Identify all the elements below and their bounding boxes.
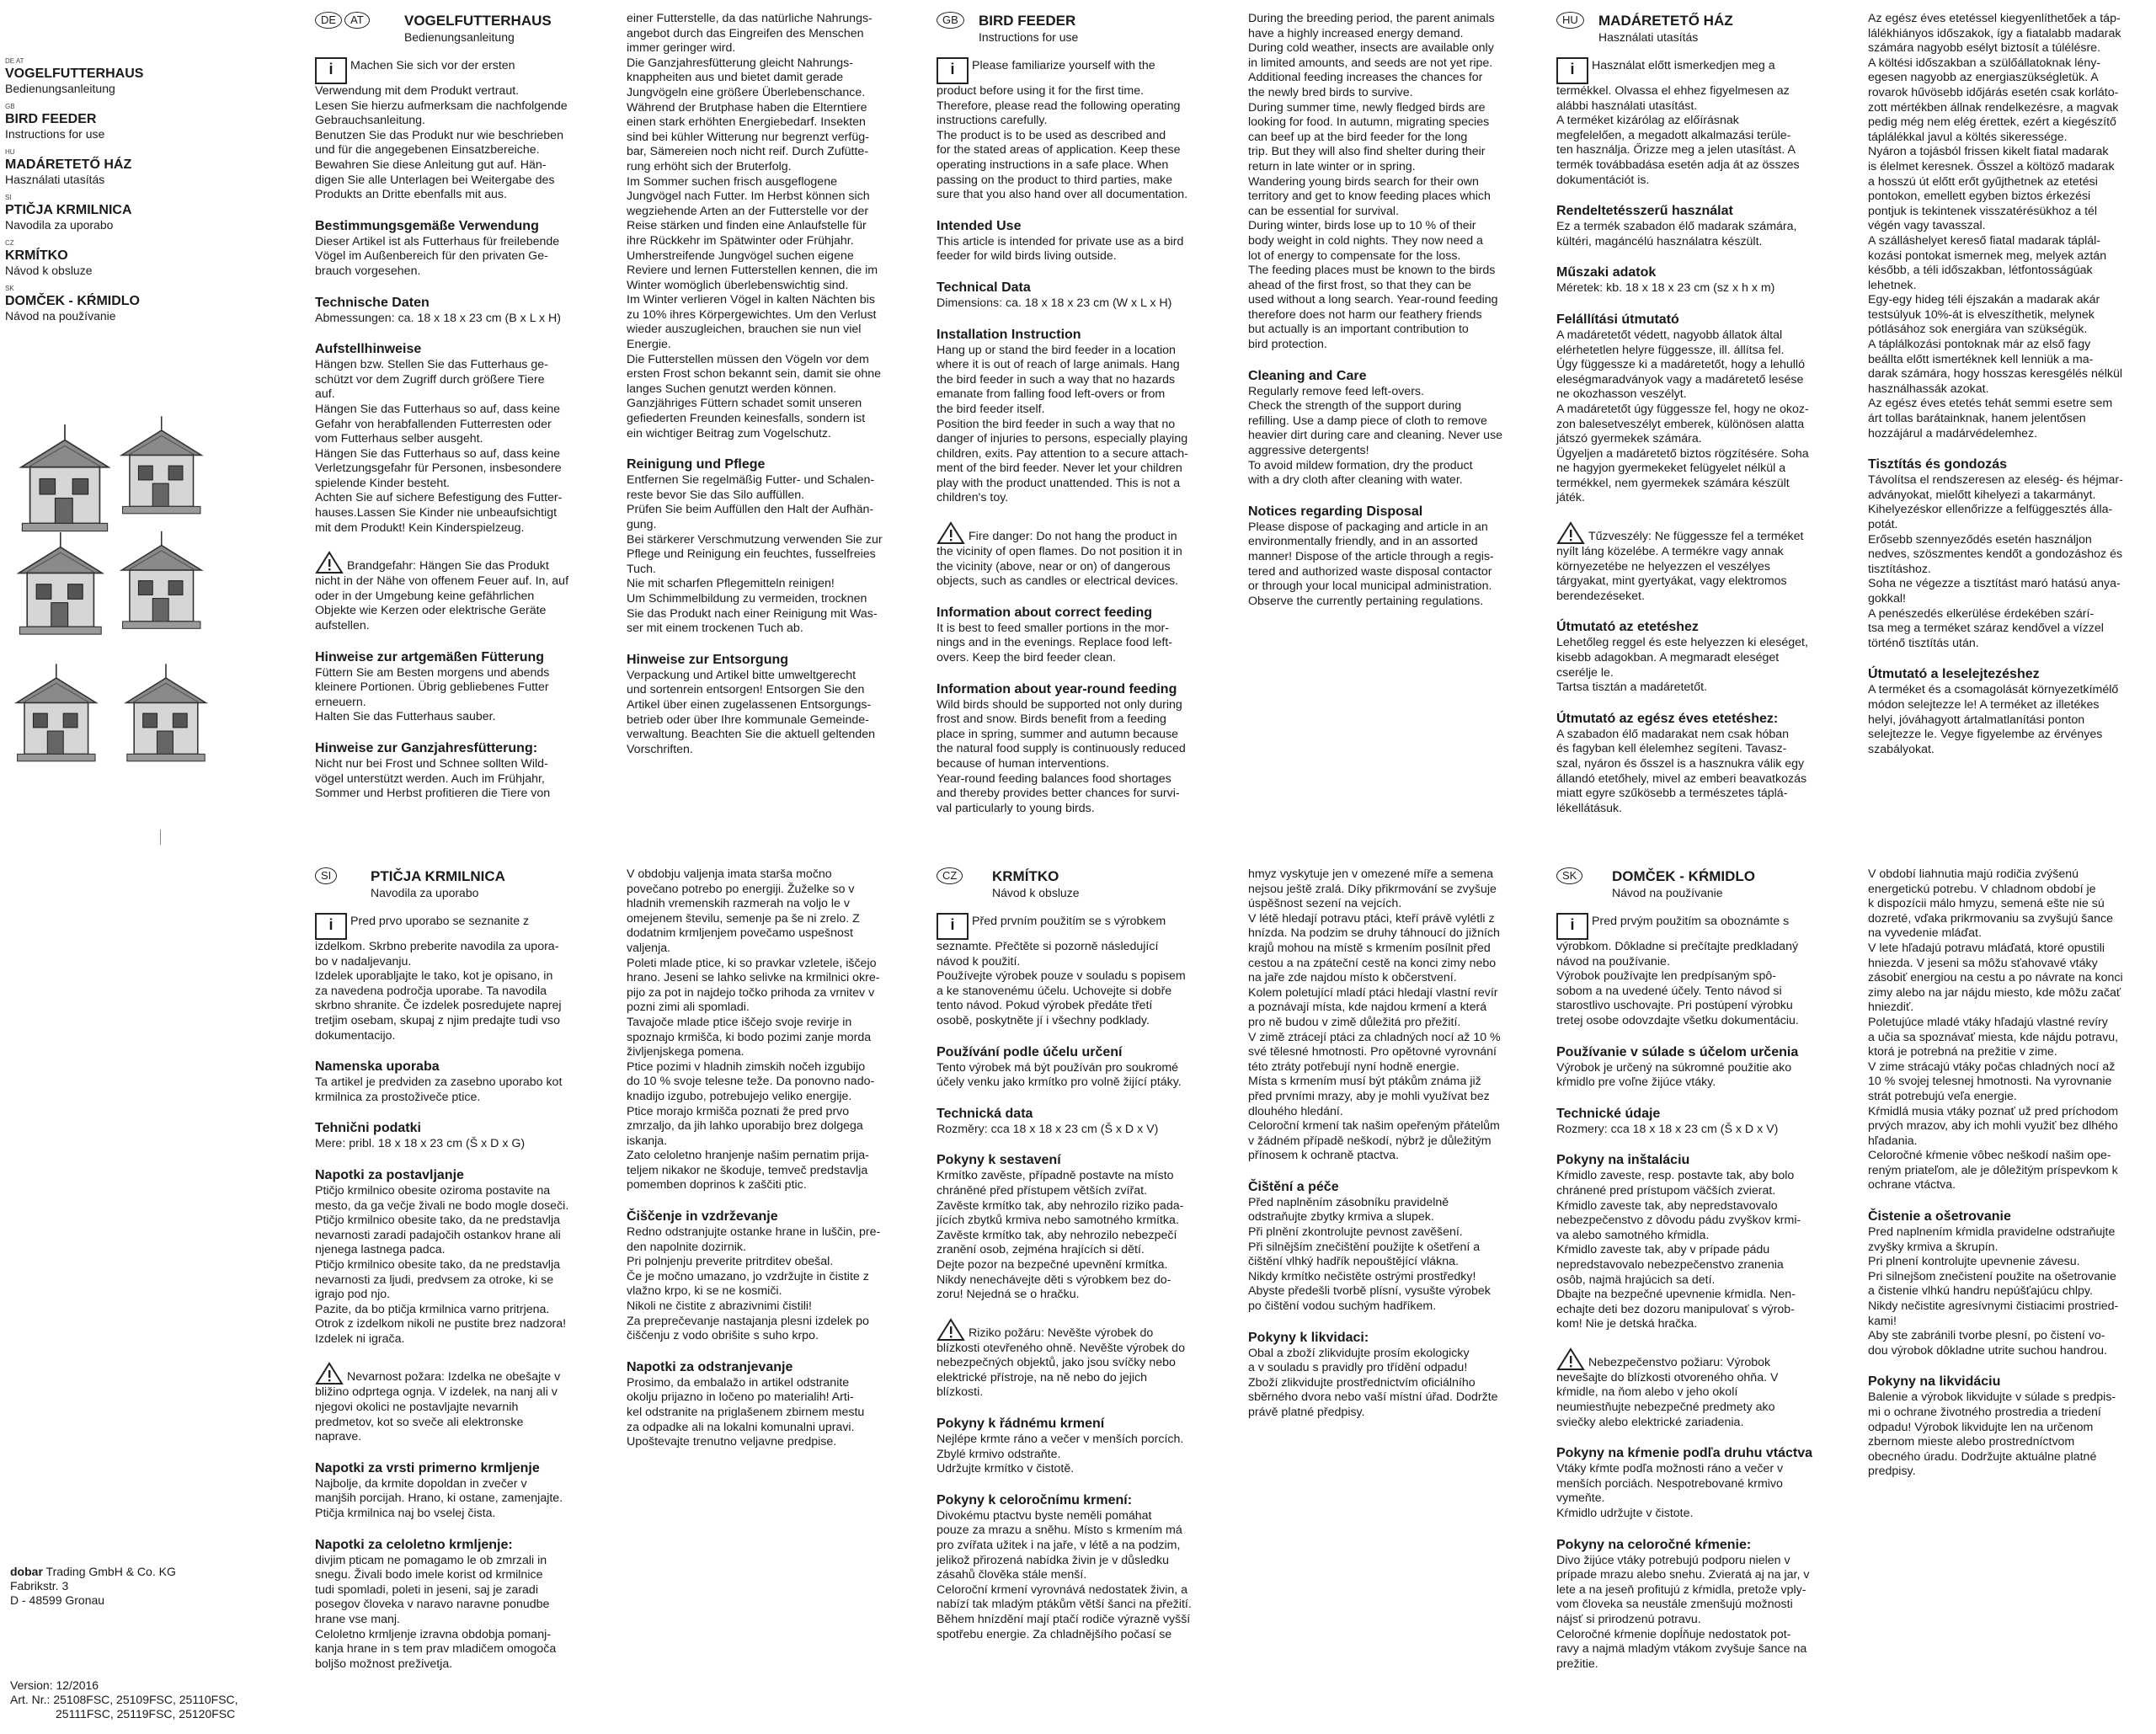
lang-badge-gb: GB <box>937 12 964 29</box>
text-use: Tento výrobek má být používán pro soukromé účely venku jako krmítko pro volně žijící ptáky. <box>937 1060 1182 1090</box>
lang-badge-cz: CZ <box>937 867 963 884</box>
product-images <box>7 411 234 832</box>
intro-text: Pred prvo uporabo se seznanite z izdelkom. Skrbno preberite navodila za upora- bo v nadaljevanju. Izdelek uporabljajte le tako, kot je opisano, in za navedena področja uporabe. Ta navodila skrbno shranite. Če izdelek posredujete naprej tretjim osebam, skupaj z njim predajte tudi vso dokumentacijo. <box>315 915 562 1043</box>
lang-badge-hu: HU <box>1556 12 1584 29</box>
text-use: This article is intended for private use as a bird feeder for wild birds living outside. <box>937 234 1184 264</box>
intro-block <box>1556 57 1834 188</box>
heading-yearround: Napotki za celoletno krmljenje: <box>315 1537 513 1552</box>
info-book-icon: i <box>315 913 347 940</box>
cover-title: BIRD FEEDER <box>5 112 97 126</box>
company-rest: Trading GmbH & Co. KG <box>45 1565 176 1578</box>
address-street: Fabrikstr. 3 <box>10 1579 69 1593</box>
heading-yearround: Information about year-round feeding <box>937 681 1177 696</box>
heading-clean: Cleaning and Care <box>1248 368 1367 383</box>
heading-clean: Čistenie a ošetrovanie <box>1868 1209 2011 1224</box>
text-yearround-cont: V obdobju valjenja imata starša močno povečano potrebo po energiji. Žuželke so v hladnih vremenskih razmerah na voljo le v omejenem številu, semenje pa še ni zrelo. Z dodatnim krmljenjem povečamo uspešnost valjenja. Poleti mlade ptice, ki so pravkar vzletele, iščejo hrano. Jeseni se lahko selivke na krmilnici okre- pijo za pot in najdejo točko prihoda za vrnitev v pozni zimi ali spomladi. Tavajoče mlade ptice iščejo svoje revirje in spoznajo krmišča, ki bodo pozimi zanje morda življenjskega pomena. Ptice pozimi v hladnih zimskih nočeh izgubijo do 10 % svoje telesne teže. Da ponovno nado- knadijo izgubo, potrebujejo veliko energije. Ptice morajo krmišča poznati že pred prvo zmrzaljo, da jih lahko uporabijo brez dolgega iskanja. Zato celoletno hranjenje našim pernatim prija- teljem nikakor ne škoduje, temveč predstavlja pomemben doprinos k zaščiti ptic. <box>627 867 880 1192</box>
text-clean: Entfernen Sie regelmäßig Futter- und Schalen- reste bevor Sie das Silo auffüllen. Prüfen Sie beim Auffüllen den Halt der Aufhän- gung. Bei stärkerer Verschmutzung verwenden Sie zur Pflege und Reinigung ein feuchtes, fusselfreies Tuch. Nie mit scharfen Pflegemitteln reinigen! Um Schimmelbildung zu vermeiden, trocknen Sie das Produkt nach einer Reinigung mit Was- ser mit einem trockenen Tuch ab. <box>627 473 883 636</box>
sk-column-1 <box>1556 867 1834 1726</box>
gb-column-2 <box>1248 12 1526 841</box>
art-nr-line-1: Art. Nr.: 25108FSC, 25109FSC, 25110FSC, <box>10 1693 238 1706</box>
heading-disposal: Pokyny k likvidaci: <box>1248 1330 1369 1345</box>
info-book-icon: i <box>937 57 969 84</box>
intro-text: Pred prvým použitím sa oboznámte s výrobkom. Dôkladne si prečítajte predkladaný návod na používanie. Výrobok používajte len predpísaným spô- sobom a na uvedené účely. Tento návod si starostlivo uschovajte. Pri postúpení výrobku tretej osobe odovzdajte všetku dokumentáciu. <box>1556 915 1799 1027</box>
fire-warning <box>315 1362 593 1444</box>
heading-use: Bestimmungsgemäße Verwendung <box>315 218 539 233</box>
lang-badge-sk: SK <box>1556 867 1582 884</box>
text-use: Výrobok je určený na súkromné použitie ako kŕmidlo pre voľne žijúce vtáky. <box>1556 1060 1792 1090</box>
fire-warning <box>315 551 593 633</box>
text-disposal: Obal a zboží zlikvidujte prosím ekologicky a v souladu s pravidly pro třídění odpadu! Zboží zlikvidujte prostřednictvím oficiálního sběrného dvora nebo vaší místní úřad. Dodržte právě platné předpisy. <box>1248 1346 1498 1419</box>
version-info <box>10 1678 263 1721</box>
heading-yearround: Hinweise zur Ganzjahresfütterung: <box>315 741 538 755</box>
cover-flags: GB <box>5 103 15 110</box>
art-nr-line-2: 25111FSC, 25119FSC, 25120FSC <box>56 1707 236 1721</box>
gb-header-text <box>979 12 1078 45</box>
sk-header <box>1556 867 1834 913</box>
heading-feed: Pokyny k řádnému krmení <box>937 1417 1105 1432</box>
text-use: Dieser Artikel ist als Futterhaus für freilebende Vögel im Außenbereich für den privaten Ge- brauch vorgesehen. <box>315 234 560 278</box>
company-address <box>10 1565 263 1608</box>
heading-tech: Tehnični podatki <box>315 1121 421 1136</box>
fire-text: Brandgefahr: Hängen Sie das Produkt nicht in der Nähe von offenem Feuer auf. In, auf oder in der Umgebung keine gefährlichen Objekte wie Kerzen oder elektrische Geräte aufstellen. <box>315 559 569 633</box>
text-install: Ptičjo krmilnico obesite oziroma postavite na mesto, da ga večje živali ne bodo mogle doseči. Ptičjo krmilnico obesite tako, da ne predstavlja nevarnosti zaradi padajočih ostankov hrane ali njenega lastnega padca. Ptičjo krmilnico obesite tako, da ne predstavlja nevarnosti za ljudi, predvsem za otroke, ki se igrajo pod njo. Pazite, da bo ptičja krmilnica varno pritrjena. Otrok z izdelkom nikoli ne pustite brez nadzora! Izdelek ni igrača. <box>315 1183 569 1346</box>
cover-title: DOMČEK - KŔMIDLO <box>5 294 140 308</box>
heading-use: Rendeltetésszerű használat <box>1556 204 1733 219</box>
text-tech: Méretek: kb. 18 x 18 x 23 cm (sz x h x m) <box>1556 281 1775 296</box>
cover-subtitle: Instructions for use <box>5 127 105 141</box>
text-yearround-cont: Az egész éves etetéssel kiegyenlíthetőek a táp- lálékhiányos időszakok, így a fiatalabb madarak számára nagyobb esélyt biztosít a túlélésre. A költési időszakban a szülőállatoknak lény- egesen nagyobb az energiaszükségletük. A rovarok hűvösebb időjárás esetén csak korláto- zott mértékben állnak rendelkezésre, a magvak pedig még nem elég érettek, ezért a kiegészítő táplálékkal javul a költés sikeressége. Nyáron a tojásból frissen kikelt fiatal madarak is élelmet keresnek. Ősszel a költöző madarak a hosszú út előtt erőt gyűjthetnek az etetési pontokon, emellett egyben biztos érkezési pontjuk is tekintenek visszatérésükhoz a tél végén vagy tavasszal. A szálláshelyet kereső fiatal madarak táplál- kozási pontokat ismernek meg, melyek aztán később, a téli időszakban, létfontosságúak lehetnek. Egy-egy hideg téli éjszakán a madarak akár testsúlyuk 10%-át is elveszíthetik, melynek pótlásához sok energiára van szükségük. A táplálkozási pontoknak már az első fagy beállta előtt ismertéknek kell lenniük a ma- darak számára, hogy hosszas keresgélés nélkül használhassák azokat. Az egész éves etetés tehát semmi esetre sem árt tollas barátainknak, hanem jelentősen hozzájárul a madárvédelemhez. <box>1868 12 2123 440</box>
lang-badge-at: AT <box>344 12 370 29</box>
text-clean: Távolítsa el rendszeresen az eleség- és héjmar- adványokat, mielőtt kihelyezi a takarmányt. Kihelyezéskor ellenőrizze a felfüggesztés álla- potát. Erősebb szennyeződés esetén használjon nedves, szöszmentes kendőt a gondozáshoz és tisztításhoz. Soha ne végezze a tisztítást maró hatású anya- gokkal! A penészedés elkerülése érdekében szárí- tsa meg a terméket száraz kendővel a vízzel történő tisztítás után. <box>1868 473 2123 650</box>
warning-triangle-icon <box>315 551 344 574</box>
text-yearround-cont: V období liahnutia majú rodičia zvýšenú energetickú potrebu. V chladnom období je k dispozícii málo hmyzu, semená ešte nie sú dozreté, vďaka prikrmovaniu sa zvyšujú šance na vyvedenie mláďat. V lete hľadajú potravu mláďatá, ktoré opustili hniezda. V jeseni sa môžu sťahovavé vtáky zásobiť energiou na cestu a po návrate na konci zimy alebo na jar nájdu miesto, kde môžu začať hniezdiť. Poletujúce mladé vtáky hľadajú vlastné revíry a učia sa spoznávať miesta, kde nájdu potravu, ktorá je potrebná na prežitie v zime. V zime strácajú vtáky počas chladných nocí až 10 % svojej telesnej hmotnosti. Na vyrovnanie strát potrebujú veľa energie. Kŕmidlá musia vtáky poznať už pred príchodom prvých mrazov, aby ich mohli využiť bez dlhého hľadania. Celoročné kŕmenie vôbec neškodí našim ope- reným priateľom, ale je dôležitým príspevkom k ochrane vtáctva. <box>1868 867 2123 1192</box>
intro-block <box>315 913 593 1043</box>
heading-feed: Útmutató az etetéshez <box>1556 620 1699 635</box>
heading-disposal: Napotki za odstranjevanje <box>627 1359 793 1374</box>
heading-feed: Hinweise zur artgemäßen Fütterung <box>315 649 545 664</box>
heading-yearround: Pokyny k celoročnímu krmení: <box>937 1492 1133 1507</box>
heading-disposal: Pokyny na likvidáciu <box>1868 1374 2001 1390</box>
de-column-1 <box>315 12 593 841</box>
cover-subtitle: Bedienungsanleitung <box>5 82 115 95</box>
heading-tech: Technická data <box>937 1106 1033 1121</box>
fire-warning <box>1556 521 1834 604</box>
heading-feed: Pokyny na kŕmenie podľa druhu vtáctva <box>1556 1446 1813 1461</box>
warning-triangle-icon <box>937 521 965 545</box>
cover-entry-de <box>5 57 165 96</box>
heading-feed: Information about correct feeding <box>937 605 1153 620</box>
si-header-text <box>371 867 505 900</box>
text-clean: Regularly remove feed left-overs. Check the strength of the support during refilling. Use a damp piece of cloth to remove heavier dirt during care and cleaning. Never use aggressive detergents! To avoid mildew formation, dry the product with a dry cloth after cleaning with water. <box>1248 384 1503 488</box>
cover-flags: SK <box>5 285 14 292</box>
heading-disposal: Notices regarding Disposal <box>1248 504 1423 519</box>
lang-badge-de: DE <box>315 12 342 29</box>
heading-tech: Technické údaje <box>1556 1106 1661 1121</box>
section-title: VOGELFUTTERHAUS <box>404 13 552 29</box>
cz-header <box>937 867 1214 913</box>
text-feed: Nejlépe krmte ráno a večer v menších porcích. Zbylé krmivo odstraňte. Udržujte krmítko v čistotě. <box>937 1433 1184 1476</box>
section-title: BIRD FEEDER <box>979 13 1076 29</box>
heading-install: Installation Instruction <box>937 327 1081 342</box>
si-header <box>315 867 593 913</box>
cz-column-1 <box>937 867 1214 1726</box>
heading-clean: Čištění a péče <box>1248 1179 1339 1194</box>
text-feed: Najbolje, da krmite dopoldan in zvečer v manjših porcijah. Hrano, ki ostane, zamenjajte. Ptičja krmilnica naj bo vselej čista. <box>315 1476 563 1521</box>
lang-badge-si: SI <box>315 867 337 884</box>
fire-text: Nevarnost požara: Izdelka ne obešajte v bližino odprtega ognja. V izdelek, na nanj ali v njegovi okolici ne postavljajte nevarnih predmetov, kot so sveče ali elektronske naprave. <box>315 1370 561 1444</box>
cover-entry-sk <box>5 285 165 323</box>
cover-flags: DE AT <box>5 57 24 65</box>
heading-yearround: Pokyny na celoročné kŕmenie: <box>1556 1537 1752 1552</box>
address-city: D - 48599 Gronau <box>10 1593 105 1607</box>
heading-clean: Reinigung und Pflege <box>627 457 766 472</box>
heading-use: Namenska uporaba <box>315 1059 440 1075</box>
text-yearround-cont: einer Futterstelle, da das natürliche Nahrungs- angebot durch das Eingreifen des Menschen immer geringer wird. Die Ganzjahresfütterung gleicht Nahrungs- knappheiten aus und bietet damit gerade Jungvögeln eine größere Überlebenschance. Während der Brutphase haben die Elterntiere einen stark erhöhten Energiebedarf. Insekten sind bei kühler Witterung nur begrenzt verfüg- bar, Sämereien noch nicht reif. Durch Zufütte- rung erhöht sich der Bruterfolg. Im Sommer suchen frisch ausgeflogene Jungvögel nach Futter. Im Herbst können sich wegziehende Arten an der Futterstelle vor der Reise stärken und finden eine Anlaufstelle für ihre Rückkehr im Spätwinter oder Frühjahr. Umherstreifende Jungvögel suchen eigene Reviere und lernen Futterstellen kennen, die im Winter womöglich überlebenswichtig sind. Im Winter verlieren Vögel in kalten Nächten bis zu 10% ihres Körpergewichtes. Um den Verlust wieder auszugleichen, brauchen sie nun viel Energie. Die Futterstellen müssen den Vögeln vor dem ersten Frost schon bekannt sein, damit sie ohne langes Suchen genutzt werden können. Ganzjähriges Füttern schadet somit unseren gefiederten Freunden keinesfalls, sondern ist ein wichtiger Beitrag zum Vogelschutz. <box>627 12 882 440</box>
text-tech: Rozmery: cca 18 x 18 x 23 cm (Š x D x V) <box>1556 1122 1779 1136</box>
cover-entry-si <box>5 194 165 232</box>
hu-header-text <box>1598 12 1733 45</box>
intro-text: Használat előtt ismerkedjen meg a termékkel. Olvassa el ehhez figyelmesen az alábbi használati utasítást. A terméket kizárólag az előírásnak megfelelően, a megadott alkalmazási terüle- ten használja. Őrizze meg a jelen utasítást. A termék továbbadása esetén adja át az összes dokumentációt is. <box>1556 59 1800 187</box>
info-book-icon: i <box>1556 57 1588 84</box>
intro-block <box>937 913 1214 1029</box>
intro-block <box>315 57 593 203</box>
fire-warning <box>937 1318 1214 1401</box>
cover-title: KRMÍTKO <box>5 248 68 263</box>
warning-triangle-icon <box>315 1362 344 1385</box>
section-subtitle: Instructions for use <box>979 30 1079 44</box>
text-disposal: Verpackung und Artikel bitte umweltgerecht und sortenrein entsorgen! Entsorgen Sie den Artikel über einen zugelassenen Entsorgungs- betrieb oder über Ihre kommunale Gemeinde- verwaltung. Beachten Sie die aktuell geltenden Vorschriften. <box>627 668 875 756</box>
text-feed: Füttern Sie am Besten morgens und abends kleinere Portionen. Übrig gebliebenes Futter erneuern. Halten Sie das Futterhaus sauber. <box>315 665 550 724</box>
text-use: Ez a termék szabadon élő madarak számára, kültéri, magáncélú használatra készült. <box>1556 220 1797 248</box>
section-subtitle: Návod na používanie <box>1612 886 1723 899</box>
cz-column-2 <box>1248 867 1526 1726</box>
text-tech: Abmessungen: ca. 18 x 18 x 23 cm (B x L x H) <box>315 311 562 325</box>
house-image-1 <box>21 424 109 531</box>
warning-triangle-icon <box>1556 1347 1585 1371</box>
heading-clean: Čiščenje in vzdrževanje <box>627 1209 778 1224</box>
gb-column-1 <box>937 12 1214 841</box>
cover-title: VOGELFUTTERHAUS <box>5 67 144 81</box>
sk-header-text <box>1612 867 1755 900</box>
text-install: A madáretetőt védett, nagyobb állatok által elérhetetlen helyre függessze, ill. állítsa fel. Úgy függessze ki a madáretetőt, hogy a lehulló eleségmaradványok vagy a madáretető lesése ne okozhasson veszélyt. A madáretetőt úgy függessze fel, hogy ne okoz- zon balesetveszélyt emberek, különösen alatta játszó gyermekek számára. Ügyeljen a madáretető biztos rögzítésére. Soha ne hagyjon gyermekeket felügyelet nélkül a termékkel, nem gyermekek számára készült játék. <box>1556 328 1809 505</box>
cover-subtitle: Használati utasítás <box>5 173 105 186</box>
text-feed: Lehetőleg reggel és este helyezzen ki eleséget, kisebb adagokban. A megmaradt eleséget cserélje le. Tartsa tisztán a madáretetőt. <box>1556 636 1808 695</box>
text-disposal: Prosimo, da embalažo in artikel odstranite okolju prijazno in ločeno po materialih! Arti- kel odstranite na priglašenem zbirnem mestu za odpadke ali na lokalni komunalni upravi. Upoštevajte trenutno veljavne predpise. <box>627 1375 865 1449</box>
intro-text: Please familiarize yourself with the product before using it for the first time. Therefore, please read the following operating instructions carefully. The product is to be used as described and for the stated areas of application. Keep these operating instructions in a safe place. When passing on the product to third parties, make sure that you also hand over all documentation. <box>937 59 1188 202</box>
cover-entry-cz <box>5 239 165 278</box>
fire-text: Tűzveszély: Ne függessze fel a terméket nyílt láng közelébe. A termékre vagy annak környezetébe ne helyezzen el veszélyes tárgyakat, mint gyertyákat, vagy elektromos berendezéseket. <box>1556 530 1804 603</box>
cover-entry-gb <box>5 103 165 141</box>
info-book-icon: i <box>1556 913 1588 940</box>
heading-tech: Technische Daten <box>315 295 430 310</box>
cover-title: MADÁRETETŐ HÁZ <box>5 157 132 172</box>
si-column-1 <box>315 867 593 1726</box>
house-image-2 <box>122 416 201 514</box>
heading-disposal: Hinweise zur Entsorgung <box>627 652 789 667</box>
text-tech: Rozměry: cca 18 x 18 x 23 cm (Š x D x V) <box>937 1122 1159 1136</box>
text-yearround: A szabadon élő madarakat nem csak hóban és fagyban kell élelemhez segíteni. Tavasz- szal, nyáron és ősszel is a hasznukra válik egy állandó etetőhely, mivel az emberi beavatkozás miatt egyre szűkösebb a természetes táplá- lékellátásuk. <box>1556 727 1807 815</box>
text-feed: It is best to feed smaller portions in the mor- nings and in the evenings. Replace food left- overs. Keep the bird feeder clean. <box>937 621 1172 665</box>
warning-triangle-icon <box>1556 521 1585 545</box>
heading-install: Napotki za postavljanje <box>315 1167 464 1182</box>
company-name: dobar <box>10 1565 43 1578</box>
fire-warning <box>937 521 1214 590</box>
heading-yearround: Útmutató az egész éves etetéshez: <box>1556 711 1779 726</box>
text-yearround-cont: During the breeding period, the parent animals have a highly increased energy demand. During cold weather, insects are available only in limited amounts, and seeds are not yet ripe. Additional feeding increases the chances for the newly bred birds to survive. During summer time, newly fledged birds are looking for food. In autumn, migrating species can beef up at the bird feeder for the long trip. But they will also find shelter during their return in late winter or in spring. Wandering young birds search for their own territory and get to know feeding places which can be essential for survival. During winter, birds lose up to 10 % of their body weight in cold nights. They now need a lot of energy to compensate for the loss. The feeding places must be known to the birds ahead of the first frost, so that they can be used without a long search. Year-round feeding therefore does not harm our feathery friends but actually is an important contribution to bird protection. <box>1248 12 1498 352</box>
si-column-2 <box>627 867 905 1726</box>
section-title: KRMÍTKO <box>992 868 1059 884</box>
text-disposal: A terméket és a csomagolását környezetkímélő módon selejtezze le! A terméket az illetékes helyi, jóváhagyott ártalmatlanítási ponton selejtezze le. Vegye figyelembe az érvényes szabályokat. <box>1868 683 2119 756</box>
section-title: DOMČEK - KŔMIDLO <box>1612 868 1755 884</box>
heading-feed: Napotki za vrsti primerno krmljenje <box>315 1460 540 1475</box>
cover-subtitle: Návod k obsluze <box>5 264 93 277</box>
fire-text: Nebezpečenstvo požiaru: Výrobok nevešajte do blízkosti otvoreného ohňa. V kŕmidle, na ňom alebo v jeho okolí neumiestňujte nebezpečné predmety ako sviečky alebo elektrické zariadenia. <box>1556 1355 1779 1429</box>
house-image-3 <box>19 532 102 634</box>
heading-disposal: Útmutató a leselejtezéshez <box>1868 667 2040 682</box>
heading-install: Pokyny na inštaláciu <box>1556 1153 1690 1168</box>
heading-install: Aufstellhinweise <box>315 342 422 357</box>
section-title: MADÁRETETŐ HÁZ <box>1598 13 1733 29</box>
text-yearround: Divo žijúce vtáky potrebujú podporu nielen v prípade mrazu alebo snehu. Zvieratá aj na jar, v lete a na jeseň profitujú z kŕmidla, pretože vply- vom človeka sa neustále zmenšujú možnosti nájsť si prirodzenú potravu. Celoročné kŕmenie dopĺňuje nedostatok pot- ravy a najmä mladým vtákom zvyšuje šance na prežitie. <box>1556 1553 1810 1671</box>
heading-install: Felállítási útmutató <box>1556 312 1679 327</box>
de-column-2 <box>627 12 905 841</box>
text-yearround: Wild birds should be supported not only during frost and snow. Birds benefit from a feeding place in spring, summer and autumn because the natural food supply is continuously reduced because of human interventions. Year-round feeding balances food shortages and thereby provides better chances for survi- val particularly to young birds. <box>937 697 1186 815</box>
cover-flags: SI <box>5 194 12 201</box>
cz-header-text <box>992 867 1080 900</box>
hu-column-2 <box>1868 12 2150 841</box>
text-clean: Pred naplnením kŕmidla pravidelne odstraňujte zvyšky krmiva a škrupín. Pri plnení kontrolujte upevnenie závesu. Pri silnejšom znečistení použite na ošetrovanie a čistenie vlhkú handru nepúšťajúcu chlpy. Nikdy nečistite agresívnymi čistiacimi prostried- kami! Aby ste zabránili tvorbe plesní, po čistení vo- dou výrobok dôkladne utrite suchou handrou. <box>1868 1225 2119 1358</box>
intro-block <box>1556 913 1834 1029</box>
divider <box>160 830 161 845</box>
text-disposal: Balenie a výrobok likvidujte v súlade s predpis- mi o ochrane životného prostredia a triedení odpadu! Výrobok likvidujte len na určenom zbernom mieste alebo prostredníctvom obecného úradu. Dodržujte aktuálne platné predpisy. <box>1868 1390 2116 1479</box>
text-tech: Mere: pribl. 18 x 18 x 23 cm (Š x D x G) <box>315 1137 526 1151</box>
cover-flags: CZ <box>5 239 14 247</box>
warning-triangle-icon <box>937 1318 965 1342</box>
section-subtitle: Návod k obsluze <box>992 886 1080 899</box>
heading-use: Používání podle účelu určení <box>937 1044 1123 1059</box>
info-book-icon: i <box>937 913 969 940</box>
sk-column-2 <box>1868 867 2150 1726</box>
house-image-6 <box>126 664 205 761</box>
house-image-5 <box>17 664 97 761</box>
section-subtitle: Navodila za uporabo <box>371 886 479 899</box>
gb-header <box>937 12 1214 57</box>
heading-install: Pokyny k sestavení <box>937 1153 1061 1168</box>
text-yearround: Divokému ptactvu byste neměli pomáhat pouze za mrazu a sněhu. Místo s krmením má pro zvířata užitek i na jaře, v létě a na podzim, jelikož přirozená nabídka živin je v důsledku zásahů člověka stále menší. Celoroční krmení vyrovnává nedostatek živin, a nabízí tak mladým ptákům větší šanci na přežití. Během hnízdění mají ptačí rodiče výrazně vyšší spotřebu energie. Za chladnějšího počasí se <box>937 1508 1192 1641</box>
text-install: Kŕmidlo zaveste, resp. postavte tak, aby bolo chránené pred prístupom väčších zvierat. Kŕmidlo zaveste tak, aby nepredstavovalo nebezpečenstvo z dôvodu pádu zvyškov krmi- va alebo samotného kŕmidla. Kŕmidlo zaveste tak, aby v prípade pádu nepredstavovalo nebezpečenstvo zranenia osôb, najmä hrajúcich sa detí. Dbajte na bezpečné upevnenie kŕmidla. Nen- echajte deti bez dozoru manipulovať s výrob- kom! Nie je detská hračka. <box>1556 1169 1801 1331</box>
fire-text: Fire danger: Do not hang the product in the vicinity of open flames. Do not position it in the vicinity (above, near or on) of dangerous objects, such as candles or electrical devices. <box>937 530 1182 589</box>
heading-tech: Technical Data <box>937 280 1031 295</box>
cover-language-list <box>5 57 165 330</box>
intro-text: Machen Sie sich vor der ersten Verwendung mit dem Produkt vertraut. Lesen Sie hierzu aufmerksam die nachfolgende Gebrauchsanleitung. Benutzen Sie das Produkt nur wie beschrieben und für die angegebenen Einsatzbereiche. Bewahren Sie diese Anleitung gut auf. Hän- digen Sie alle Unterlagen bei Weitergabe des Produkts an Dritte ebenfalls mit aus. <box>315 59 568 202</box>
de-header-text <box>404 12 552 45</box>
de-header <box>315 12 593 57</box>
house-image-4 <box>122 531 201 629</box>
cover-subtitle: Navodila za uporabo <box>5 218 114 232</box>
version-text: Version: 12/2016 <box>10 1678 99 1692</box>
fire-warning <box>1556 1347 1834 1430</box>
hu-column-1 <box>1556 12 1834 841</box>
heading-use: Používanie v súlade s účelom určenia <box>1556 1044 1799 1059</box>
section-subtitle: Bedienungsanleitung <box>404 30 515 44</box>
text-install: Hängen bzw. Stellen Sie das Futterhaus ge- schützt vor dem Zugriff durch größere Tiere auf. Hängen Sie das Futterhaus so auf, dass keine Gefahr von herabfallenden Futterresten oder vom Futterhaus selber ausgeht. Hängen Sie das Futterhaus so auf, dass keine Verletzungsgefahr für Personen, insbesondere spielende Kinder besteht. Achten Sie auf sichere Befestigung des Futter- hauses.Lassen Sie Kinder nie unbeaufsichtigt mit dem Produkt! Kein Kinderspielzeug. <box>315 358 563 535</box>
cover-title: PTIČJA KRMILNICA <box>5 203 132 217</box>
intro-text: Před prvním použitím se s výrobkem seznamte. Přečtěte si pozorně následující návod k použití. Používejte výrobek pouze v souladu s popisem a ke stanovenému účelu. Uchovejte si dobře tento návod. Pokud výrobek předáte třetí osobě, poskytněte jí i všechny podklady. <box>937 915 1186 1027</box>
text-install: Krmítko zavěste, případně postavte na místo chráněné před přístupem větších zvířat. Zavěste krmítko tak, aby nehrozilo riziko pada- jících zbytků krmiva nebo samotného krmítka. Zavěste krmítko tak, aby nehrozilo nebezpečí zranění osob, zejména hrajících si dětí. Dejte pozor na bezpečné upevnění krmítka. Nikdy nenechávejte děti s výrobkem bez do- zoru! Nejedná se o hračku. <box>937 1169 1184 1302</box>
text-install: Hang up or stand the bird feeder in a location where it is out of reach of large animals. Hang the bird feeder in such a way that no hazards emanate from falling food left-overs or from the bird feeder itself. Position the bird feeder in such a way that no danger of injuries to persons, especially playing children, exits. Pay attention to a secure attach- ment of the bird feeder. Never let your children play with the product unattended. This is not a children's toy. <box>937 343 1188 505</box>
text-clean: Redno odstranjujte ostanke hrane in luščin, pre- den napolnite dozirnik. Pri polnjenju preverite pritrditev obešal. Če je močno umazano, jo vzdržujte in čistite z vlažno krpo, ki se ne kosmiči. Nikoli ne čistite z abrazivnimi čistili! Za preprečevanje nastajanja plesni izdelek po čiščenju z vodo obrišite s suho krpo. <box>627 1225 881 1343</box>
text-feed: Vtáky kŕmte podľa možnosti ráno a večer v menších porciách. Nespotrebované krmivo vymeňte. Kŕmidlo udržujte v čistote. <box>1556 1462 1784 1521</box>
info-book-icon: i <box>315 57 347 84</box>
text-clean: Před naplněním zásobníku pravidelně odstraňujte zbytky krmiva a slupek. Při plnění zkontrolujte pevnost zavěšení. Při silnějším znečištění použijte k ošetření a čištění vlhký hadřík nepouštějící vlákna. Nikdy krmítko nečistěte ostrými prostředky! Abyste předešli tvorbě plísní, vysušte výrobek po čištění vodou suchým hadříkem. <box>1248 1195 1491 1314</box>
fire-text: Riziko požáru: Nevěšte výrobek do blízkosti otevřeného ohně. Nevěšte výrobek do nebezpečných objektů, jako jsou svíčky nebo elektrické přístroje, na ně nebo do jejich blízkosti. <box>937 1326 1185 1400</box>
text-use: Ta artikel je predviden za zasebno uporabo kot krmilnica za prostoživeče ptice. <box>315 1075 563 1104</box>
heading-use: Intended Use <box>937 218 1022 233</box>
text-yearround: divjim pticam ne pomagamo le ob zmrzali in snegu. Živali bodo imele korist od krmilnice tudi spomladi, poleti in jeseni, saj je zaradi posegov človeka v naravo naravne ponudbe hrane vse manj. Celoletno krmljenje izravna obdobja pomanj- kanja hrane in s tem prav mladičem omogoča boljšo možnost preživetja. <box>315 1553 557 1671</box>
section-subtitle: Használati utasítás <box>1598 30 1699 44</box>
cover-flags: HU <box>5 148 15 156</box>
text-tech: Dimensions: ca. 18 x 18 x 23 cm (W x L x H) <box>937 296 1172 310</box>
heading-clean: Tisztítás és gondozás <box>1868 457 2008 472</box>
section-title: PTIČJA KRMILNICA <box>371 868 505 884</box>
text-yearround-cont: hmyz vyskytuje jen v omezené míře a semena nejsou ještě zralá. Díky přikrmování se zvyšuje úspěšnost sezení na vejcích. V létě hledají potravu ptáci, kteří právě vylétli z hnízda. Na podzim se druhy táhnoucí do jižních krajů mohou na místě s krmením posílnit před cestou a na zpáteční cestě na konci zimy nebo na jaře zde najdou místo k občerstvení. Kolem poletující mladí ptáci hledají vlastní revír a poznávají místa, kde najdou krmení a která pro ně budou v zimě důležitá pro přežití. V zimě ztrácejí ptáci za chladných nocí až 10 % své tělesné hmotnosti. Pro opětovné vyrovnání této ztráty potřebují nyní hodně energie. Místa s krmením musí být ptákům známa již před prvními mrazy, aby je mohli využívat bez dlouhého hledání. Celoroční krmení tak našim opeřeným přátelům v žádném případě neškodí, nýbrž je důležitým přínosem k ochraně ptactva. <box>1248 867 1501 1163</box>
hu-header <box>1556 12 1834 57</box>
cover-entry-hu <box>5 148 165 187</box>
text-yearround: Nicht nur bei Frost und Schnee sollten Wild- vögel unterstützt werden. Auch im Frühjahr, Sommer und Herbst profitieren die Tiere von <box>315 757 551 801</box>
heading-tech: Műszaki adatok <box>1556 265 1657 280</box>
text-disposal: Please dispose of packaging and article in an environmentally friendly, and in an assorted manner! Dispose of the article through a regis- tered and authorized waste disposal contactor or through your local municipal administration. Observe the currently pertaining regulations. <box>1248 520 1494 608</box>
intro-block <box>937 57 1214 203</box>
cover-subtitle: Návod na používanie <box>5 309 116 323</box>
